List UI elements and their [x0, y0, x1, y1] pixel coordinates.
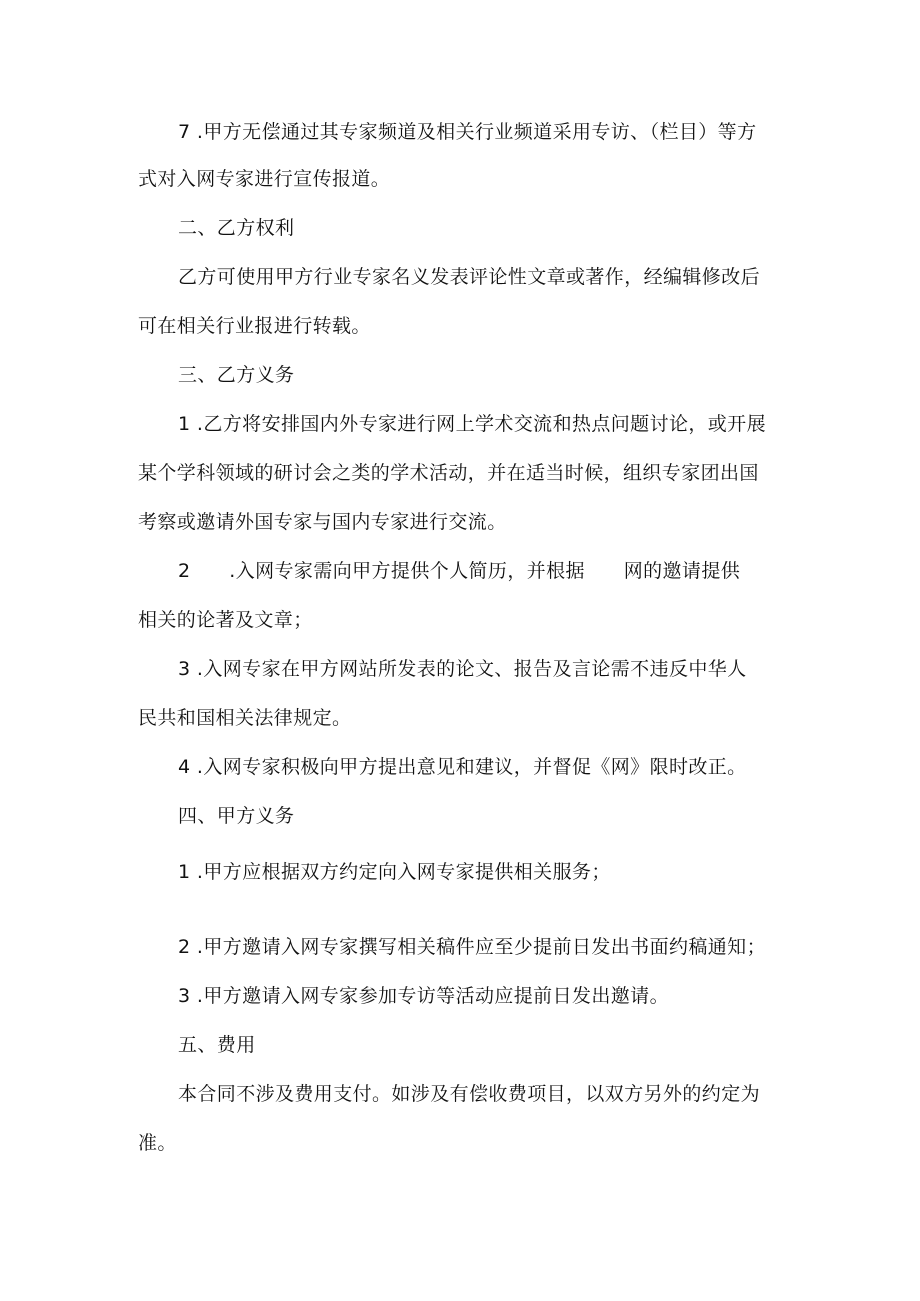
text-line: 7 .甲方无偿通过其专家频道及相关行业频道采用专访、（栏目）等方	[178, 121, 757, 143]
text-line: 式对入网专家进行宣传报道。	[138, 168, 391, 190]
text-line: 4 .入网专家积极向甲方提出意见和建议，并督促《网》限时改正。	[178, 756, 747, 778]
text-line: 1 .乙方将安排国内外专家进行网上学术交流和热点问题讨论，或开展	[178, 413, 766, 435]
text-line: 乙方可使用甲方行业专家名义发表评论性文章或著作，经编辑修改后	[178, 266, 761, 288]
text-line: 民共和国相关法律规定。	[138, 707, 352, 729]
text-line: 某个学科领域的研讨会之类的学术活动，并在适当时候，组织专家团出国	[138, 462, 759, 484]
text-line: 可在相关行业报进行转载。	[138, 315, 371, 337]
text-line: 考察或邀请外国专家与国内专家进行交流。	[138, 511, 507, 533]
text-line: 2 .甲方邀请入网专家撰写相关稿件应至少提前日发出书面约稿通知；	[178, 936, 766, 958]
section-heading: 四、甲方义务	[178, 805, 295, 827]
text-line: 3 .甲方邀请入网专家参加专访等活动应提前日发出邀请。	[178, 985, 669, 1007]
text-line: 本合同不涉及费用支付。如涉及有偿收费项目，以双方另外的约定为	[178, 1083, 761, 1105]
section-heading: 二、乙方权利	[178, 217, 295, 239]
section-heading: 三、乙方义务	[178, 364, 295, 386]
text-line: 3 .入网专家在甲方网站所发表的论文、报告及言论需不违反中华人	[178, 658, 747, 680]
text-line: 相关的论著及文章；	[138, 609, 313, 631]
text-line: 准。	[138, 1132, 177, 1154]
text-line: 2 .入网专家需向甲方提供个人简历，并根据 网的邀请提供	[178, 560, 741, 582]
section-heading: 五、费用	[178, 1034, 256, 1056]
text-line: 1 .甲方应根据双方约定向入网专家提供相关服务；	[178, 861, 611, 883]
